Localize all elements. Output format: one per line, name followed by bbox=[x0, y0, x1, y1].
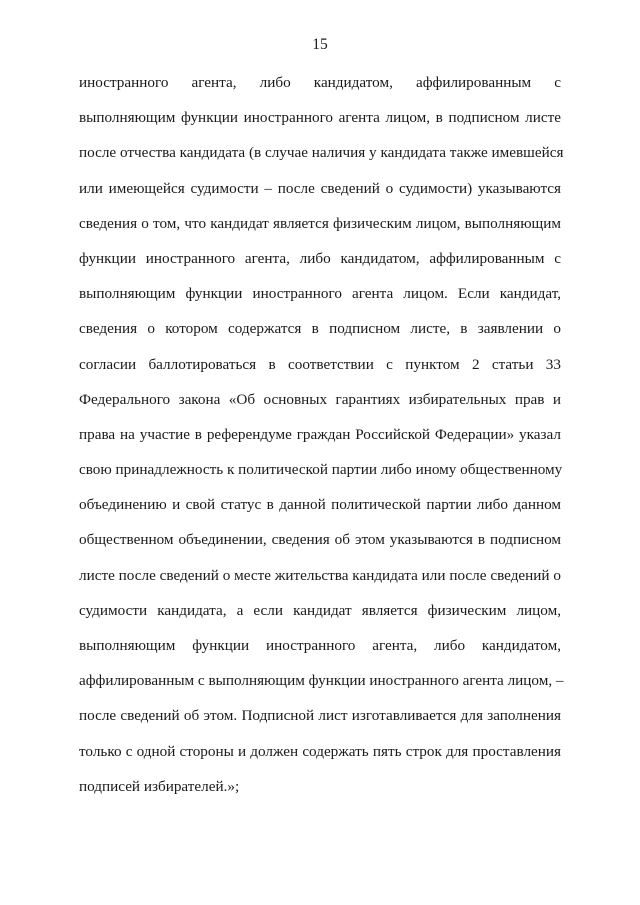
text-line: общественном объединении, сведения об этом указываются в подписном bbox=[79, 531, 561, 549]
text-line: выполняющим функции иностранного агента лицом, в подписном листе bbox=[79, 109, 561, 127]
text-line: Федерального закона «Об основных гарантиях избирательных прав и bbox=[79, 390, 561, 408]
page-number: 15 bbox=[312, 36, 328, 53]
text-line: после сведений об этом. Подписной лист изготавливается для заполнения bbox=[79, 707, 561, 725]
text-line: аффилированным с выполняющим функции иностранного агента лицом, – bbox=[79, 672, 564, 690]
text-line: сведения о котором содержатся в подписном листе, в заявлении о bbox=[79, 320, 561, 338]
text-line: после отчества кандидата (в случае наличия у кандидата также имевшейся bbox=[79, 144, 564, 162]
text-line: сведения о том, что кандидат является физическим лицом, выполняющим bbox=[79, 214, 561, 232]
body-text bbox=[79, 73, 564, 812]
text-line: согласии баллотироваться в соответствии с пунктом 2 статьи 33 bbox=[79, 355, 561, 373]
text-line: или имеющейся судимости – после сведений о судимости) указываются bbox=[79, 179, 561, 197]
text-line: листе после сведений о месте жительства кандидата или после сведений о bbox=[79, 566, 561, 584]
text-line: выполняющим функции иностранного агента, либо кандидатом, bbox=[79, 637, 561, 654]
text-line: только с одной стороны и должен содержать пять строк для проставления bbox=[79, 742, 561, 760]
text-line: подписей избирателей.»; bbox=[79, 777, 240, 795]
text-line: права на участие в референдуме граждан Российской Федерации» указал bbox=[79, 425, 561, 443]
text-line: иностранного агента, либо кандидатом, аффилированным с bbox=[79, 74, 561, 91]
text-line: свою принадлежность к политической партии либо иному общественному bbox=[79, 461, 563, 479]
text-line: функции иностранного агента, либо кандидатом, аффилированным с bbox=[79, 249, 561, 267]
text-line: выполняющим функции иностранного агента лицом. Если кандидат, bbox=[79, 285, 561, 303]
text-line: судимости кандидата, а если кандидат является физическим лицом, bbox=[79, 601, 561, 619]
text-line: объединению и свой статус в данной политической партии либо данном bbox=[79, 496, 561, 514]
